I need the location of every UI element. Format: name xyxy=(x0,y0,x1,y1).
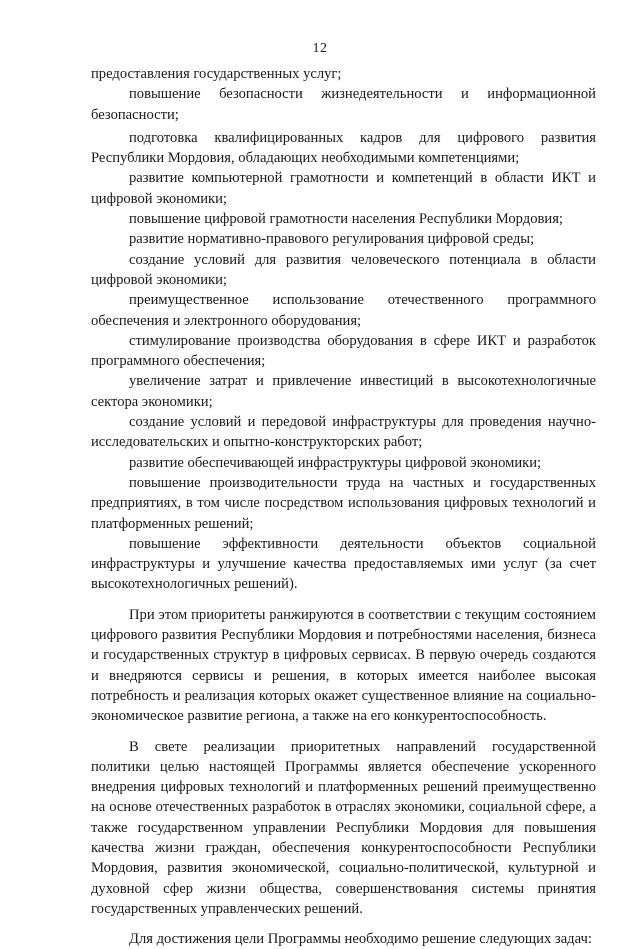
list-item: повышение производительности труда на частных и государственных предприятиях, в том числе посредством использования цифровых технологий и платформенных решений; xyxy=(91,474,596,532)
list-item: преимущественное использование отечественного программного обеспечения и электронного оборудования; xyxy=(91,292,596,329)
list-item: стимулирование производства оборудования в сфере ИКТ и разработок программного обеспечения; xyxy=(91,332,596,370)
list-item: повышение цифровой грамотности населения Республики Мордовия; xyxy=(129,211,563,228)
paragraph-priorities: При этом приоритеты ранжируются в соответствии с текущим состоянием цифрового развития Республики Мордовия и потребностями населения, бизнеса и государственных структур в цифровых сервисах. В первую очередь создаются и внедряются сервисы и решения, в которых имеется наиболее высокая потребность и реализация которых окажет существенное влияние на социально-экономическое развитие региона, а также на его конкурентоспособность. xyxy=(91,606,596,725)
list-item: подготовка квалифицированных кадров для цифрового развития Республики Мордовия, обладающих необходимыми компетенциями; xyxy=(91,129,596,167)
list-item-continuation: предоставления государственных услуг; xyxy=(91,66,342,82)
list-item: создание условий и передовой инфраструктуры для проведения научно-исследовательских и опытно-конструкторских работ; xyxy=(91,414,596,451)
list-item: развитие нормативно-правового регулирования цифровой среды; xyxy=(129,231,535,248)
list-item: развитие компьютерной грамотности и компетенций в области ИКТ и цифровой экономики; xyxy=(91,170,596,207)
list-item: создание условий для развития человеческого потенциала в области цифровой экономики; xyxy=(91,251,596,288)
page-number: 12 xyxy=(312,41,328,56)
list-item: развитие обеспечивающей инфраструктуры цифровой экономики; xyxy=(129,454,542,471)
paragraph-program-goal: В свете реализации приоритетных направлений государственной политики целью настоящей Программы является обеспечение ускоренного внедрения цифровых технологий и платформенных решений преимущественно на основе отечественных разработок в отраслях экономики, социальной сфере, а также государственном управлении Республики Мордовия для повышения качества жизни граждан, обеспечения конкурентоспособности Республики Мордовия, развития экономической, социально-политической, культурной и духовной сфер жизни общества, совершенствования системы принятия государственных управленческих решений. xyxy=(91,738,596,917)
document-body xyxy=(91,64,596,949)
list-item: увеличение затрат и привлечение инвестиций в высокотехнологичные сектора экономики; xyxy=(91,373,596,410)
list-item: повышение безопасности жизнедеятельности и информационной безопасности; xyxy=(91,86,596,123)
paragraph-tasks-intro: Для достижения цели Программы необходимо решение следующих задач: xyxy=(129,931,592,948)
list-item: повышение эффективности деятельности объектов социальной инфраструктуры и улучшение качества предоставляемых ими услуг (за счет высокотехнологичных решений). xyxy=(91,535,596,593)
